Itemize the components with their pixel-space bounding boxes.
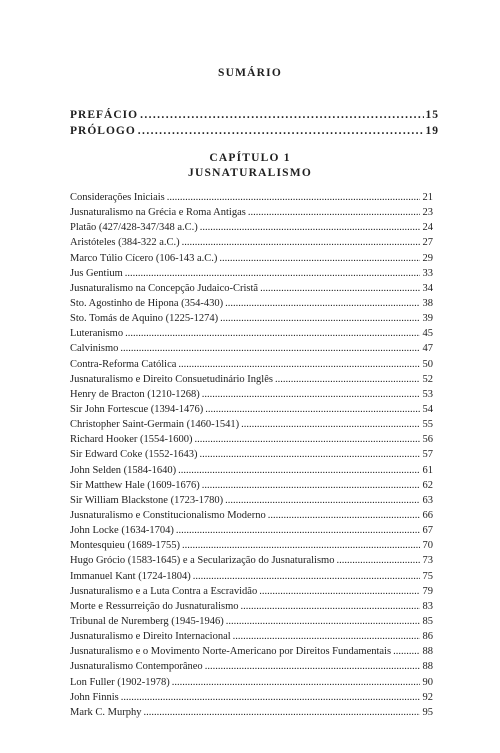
toc-entry-label: Sir John Fortescue (1394-1476) bbox=[70, 403, 204, 415]
dot-leader bbox=[268, 510, 420, 521]
dot-leader bbox=[167, 192, 420, 203]
dot-leader bbox=[336, 555, 420, 566]
toc-entry-page: 62 bbox=[422, 479, 433, 491]
toc-entry bbox=[70, 480, 433, 495]
dot-leader bbox=[220, 313, 420, 324]
toc-entry-label: Mark C. Murphy bbox=[70, 706, 142, 718]
toc-entry-page: 92 bbox=[422, 691, 433, 703]
toc-entry bbox=[70, 283, 433, 298]
toc-entry-page: 88 bbox=[422, 646, 433, 658]
toc-entry bbox=[70, 677, 433, 692]
dot-leader bbox=[248, 207, 420, 218]
toc-entry-page: 57 bbox=[422, 449, 433, 461]
toc-entry bbox=[70, 434, 433, 449]
toc-entry bbox=[70, 192, 433, 207]
dot-leader bbox=[193, 571, 420, 582]
toc-list bbox=[70, 192, 433, 722]
dot-leader bbox=[178, 359, 420, 370]
dot-leader bbox=[226, 616, 420, 627]
toc-entry bbox=[70, 343, 433, 358]
toc-entry-page: 52 bbox=[422, 373, 433, 385]
toc-entry-label: Richard Hooker (1554-1600) bbox=[70, 434, 193, 446]
dot-leader bbox=[172, 677, 420, 688]
toc-entry-label: Sir Edward Coke (1552-1643) bbox=[70, 449, 198, 461]
toc-entry-page: 63 bbox=[422, 494, 433, 506]
toc-entry-label: Montesquieu (1689-1755) bbox=[70, 540, 180, 552]
toc-entry-page: 66 bbox=[422, 509, 433, 521]
toc-entry-label: Hugo Grócio (1583-1645) e a Secularização do Jusnaturalismo bbox=[70, 555, 335, 567]
dot-leader bbox=[143, 707, 420, 718]
toc-entry-label: Sto. Agostinho de Hipona (354-430) bbox=[70, 297, 224, 309]
toc-entry-page: 61 bbox=[422, 464, 433, 476]
toc-entry-label: Christopher Saint-Germain (1460-1541) bbox=[70, 419, 240, 431]
toc-entry-page: 23 bbox=[422, 207, 433, 219]
toc-entry-label: Henry de Bracton (1210-1268) bbox=[70, 388, 200, 400]
dot-leader bbox=[219, 253, 420, 264]
dot-leader bbox=[138, 125, 424, 137]
toc-entry-label: John Selden (1584-1640) bbox=[70, 464, 177, 476]
toc-entry bbox=[70, 237, 433, 252]
toc-entry-label: Considerações Iniciais bbox=[70, 192, 165, 203]
toc-entry-page: 70 bbox=[422, 540, 433, 552]
dot-leader bbox=[176, 525, 420, 536]
dot-leader bbox=[202, 389, 420, 400]
chapter-title: JUSNATURALISMO bbox=[188, 167, 312, 179]
toc-entry-label: Luteranismo bbox=[70, 328, 124, 340]
dot-leader bbox=[200, 222, 420, 233]
toc-entry bbox=[70, 571, 433, 586]
toc-entry-page: 54 bbox=[422, 403, 433, 415]
toc-entry-page: 47 bbox=[422, 343, 433, 355]
toc-entry-page: 83 bbox=[422, 600, 433, 612]
dot-leader bbox=[241, 601, 420, 612]
toc-entry bbox=[70, 465, 433, 480]
toc-entry-label: Lon Fuller (1902-1978) bbox=[70, 676, 170, 688]
toc-entry-label: Jusnaturalismo na Grécia e Roma Antigas bbox=[70, 207, 246, 219]
toc-entry-label: John Locke (1634-1704) bbox=[70, 525, 174, 537]
toc-entry-page: 55 bbox=[422, 419, 433, 431]
dot-leader bbox=[393, 646, 420, 657]
dot-leader bbox=[225, 298, 420, 309]
toc-entry-label: Jusnaturalismo e Direito Consuetudinário Inglês bbox=[70, 373, 273, 385]
toc-entry-page: 27 bbox=[422, 237, 433, 249]
toc-entry-page: 90 bbox=[422, 676, 433, 688]
toc-entry-label: Sto. Tomás de Aquino (1225-1274) bbox=[70, 313, 219, 325]
toc-entry-label: Contra-Reforma Católica bbox=[70, 358, 177, 370]
toc-entry-label: Tribunal de Nuremberg (1945-1946) bbox=[70, 615, 224, 627]
toc-entry bbox=[70, 389, 433, 404]
toc-entry-label: Marco Túlio Cícero (106-143 a.C.) bbox=[70, 252, 218, 264]
toc-entry bbox=[70, 586, 433, 601]
toc-entry-label: Jusnaturalismo na Concepção Judaico-Cristã bbox=[70, 282, 259, 294]
toc-entry-label: PRÓLOGO bbox=[70, 125, 136, 137]
dot-leader bbox=[241, 419, 420, 430]
toc-entry-page: 24 bbox=[422, 222, 433, 234]
dot-leader bbox=[178, 465, 420, 476]
toc-entry-page: 38 bbox=[422, 297, 433, 309]
page-title: SUMÁRIO bbox=[218, 67, 282, 79]
toc-entry-label: Aristóteles (384-322 a.C.) bbox=[70, 237, 180, 249]
chapter-number: CAPÍTULO 1 bbox=[209, 152, 291, 164]
toc-entry bbox=[70, 631, 433, 646]
toc-entry bbox=[70, 555, 433, 570]
toc-entry bbox=[70, 646, 433, 661]
toc-entry-page: 50 bbox=[422, 358, 433, 370]
toc-entry-label: Immanuel Kant (1724-1804) bbox=[70, 570, 191, 582]
toc-entry-page: 86 bbox=[422, 631, 433, 643]
toc-entry-label: Jusnaturalismo e Constitucionalismo Moderno bbox=[70, 509, 266, 521]
toc-entry bbox=[70, 268, 433, 283]
dot-leader bbox=[121, 692, 420, 703]
toc-entry-page: 33 bbox=[422, 267, 433, 279]
toc-entry bbox=[70, 540, 433, 555]
toc-entry-label: Jusnaturalismo e Direito Internacional bbox=[70, 631, 231, 643]
toc-entry-page: 15 bbox=[425, 109, 439, 121]
toc-entry-page: 53 bbox=[422, 388, 433, 400]
toc-entry bbox=[70, 495, 433, 510]
preliminary-entries bbox=[70, 109, 439, 141]
dot-leader bbox=[140, 109, 423, 121]
toc-entry bbox=[70, 692, 433, 707]
toc-entry-label: Morte e Ressurreição do Jusnaturalismo bbox=[70, 600, 239, 612]
dot-leader bbox=[202, 480, 420, 491]
toc-entry bbox=[70, 359, 433, 374]
toc-entry bbox=[70, 661, 433, 676]
dot-leader bbox=[225, 495, 420, 506]
toc-entry bbox=[70, 207, 433, 222]
dot-leader bbox=[194, 434, 420, 445]
dot-leader bbox=[199, 449, 420, 460]
toc-entry-label: Platão (427/428-347/348 a.C.) bbox=[70, 222, 198, 234]
toc-entry bbox=[70, 328, 433, 343]
toc-entry-page: 95 bbox=[422, 706, 433, 718]
toc-entry-label: Sir Matthew Hale (1609-1676) bbox=[70, 479, 200, 491]
toc-entry bbox=[70, 525, 433, 540]
toc-entry-label: Jusnaturalismo e a Luta Contra a Escravidão bbox=[70, 585, 258, 597]
toc-entry bbox=[70, 449, 433, 464]
dot-leader bbox=[205, 661, 420, 672]
toc-entry-page: 56 bbox=[422, 434, 433, 446]
toc-entry-label: Jusnaturalismo e o Movimento Norte-Americano por Direitos Fundamentais bbox=[70, 646, 392, 658]
toc-entry-page: 85 bbox=[422, 615, 433, 627]
toc-entry-label: Jus Gentium bbox=[70, 267, 123, 279]
toc-entry-page: 79 bbox=[422, 585, 433, 597]
toc-entry-prologo bbox=[70, 125, 439, 141]
toc-entry-page: 34 bbox=[422, 282, 433, 294]
dot-leader bbox=[260, 283, 420, 294]
dot-leader bbox=[259, 586, 420, 597]
toc-entry-label: Calvinismo bbox=[70, 343, 119, 355]
toc-entry-prefacio bbox=[70, 109, 439, 125]
dot-leader bbox=[205, 404, 420, 415]
toc-entry-page: 29 bbox=[422, 252, 433, 264]
chapter-heading bbox=[0, 151, 500, 181]
dot-leader bbox=[233, 631, 420, 642]
toc-entry bbox=[70, 253, 433, 268]
toc-entry bbox=[70, 222, 433, 237]
toc-entry bbox=[70, 707, 433, 722]
toc-entry bbox=[70, 374, 433, 389]
toc-entry bbox=[70, 419, 433, 434]
toc-entry-page: 45 bbox=[422, 328, 433, 340]
toc-entry bbox=[70, 601, 433, 616]
dot-leader bbox=[120, 343, 420, 354]
toc-entry bbox=[70, 616, 433, 631]
dot-leader bbox=[125, 268, 420, 279]
toc-entry-page: 88 bbox=[422, 661, 433, 673]
dot-leader bbox=[182, 540, 420, 551]
toc-entry bbox=[70, 313, 433, 328]
dot-leader bbox=[125, 328, 420, 339]
toc-entry bbox=[70, 510, 433, 525]
toc-entry-page: 39 bbox=[422, 313, 433, 325]
toc-entry-label: John Finnis bbox=[70, 691, 119, 703]
dot-leader bbox=[275, 374, 420, 385]
toc-entry bbox=[70, 298, 433, 313]
toc-entry-page: 73 bbox=[422, 555, 433, 567]
toc-entry-page: 75 bbox=[422, 570, 433, 582]
toc-entry-label: PREFÁCIO bbox=[70, 109, 139, 121]
toc-entry-page: 19 bbox=[425, 125, 439, 137]
toc-entry bbox=[70, 404, 433, 419]
toc-entry-page: 21 bbox=[422, 192, 433, 203]
toc-entry-label: Jusnaturalismo Contemporâneo bbox=[70, 661, 203, 673]
dot-leader bbox=[182, 237, 420, 248]
toc-entry-label: Sir William Blackstone (1723-1780) bbox=[70, 494, 224, 506]
toc-entry-page: 67 bbox=[422, 525, 433, 537]
